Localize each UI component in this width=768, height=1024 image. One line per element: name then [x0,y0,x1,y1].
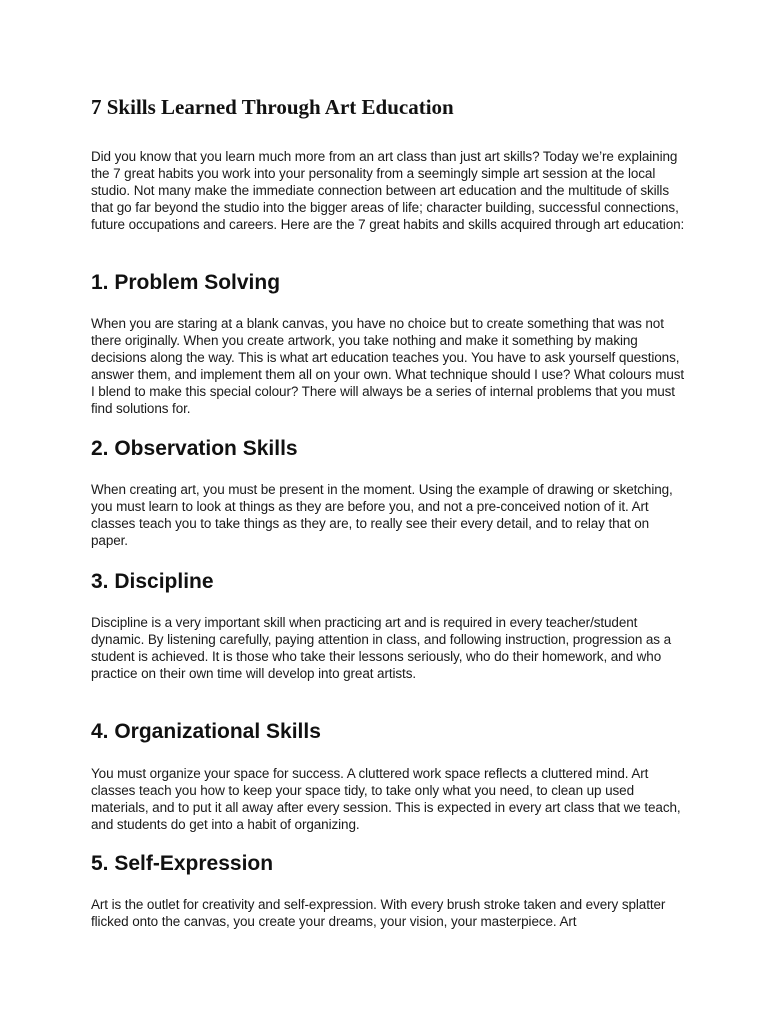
section-body-self-expression: Art is the outlet for creativity and self-expression. With every brush stroke taken and every splatter flicked onto the canvas, you create your dreams, your vision, your masterpiece. Art [91,897,666,929]
section-heading-problem-solving: 1. Problem Solving [91,271,281,294]
section-heading-organizational-skills: 4. Organizational Skills [91,720,321,743]
document-title: 7 Skills Learned Through Art Education [91,95,454,119]
section-heading-discipline: 3. Discipline [91,570,214,593]
intro-paragraph: Did you know that you learn much more from an art class than just art skills? Today we’re explaining the 7 great habits you work into your personality from a seemingly simple art session at the local studio. Not many make the immediate connection between art education and the multitude of skills that go far beyond the studio into the bigger areas of life; character building, successful connections, future occupations and careers. Here are the 7 great habits and skills acquired through art education: [91,149,685,232]
section-heading-self-expression: 5. Self-Expression [91,852,274,875]
section-body-organizational-skills: You must organize your space for success. A cluttered work space reflects a cluttered mind. Art classes teach you how to keep your space tidy, to take only what you need, to clean up used materials, and to put it all away after every session. This is expected in every art class that we teach, and students do get into a habit of organizing. [91,766,681,832]
section-heading-observation-skills: 2. Observation Skills [91,437,298,460]
section-body-observation-skills: When creating art, you must be present in the moment. Using the example of drawing or sketching, you must learn to look at things as they are before you, and not a pre-conceived notion of it. Art classes teach you to take things as they are, to really see their every detail, and to relay that on paper. [91,482,673,548]
section-body-problem-solving: When you are staring at a blank canvas, you have no choice but to create something that was not there originally. When you create artwork, you take nothing and make it something by making decisions along the way. This is what art education teaches you. You have to ask yourself questions, answer them, and implement them all on your own. What technique should I use? What colours must I blend to make this special colour? There will always be a series of internal problems that you must find solutions for. [91,316,685,416]
section-body-discipline: Discipline is a very important skill when practicing art and is required in every teacher/student dynamic. By listening carefully, paying attention in class, and following instruction, progression as a student is achieved. It is those who take their lessons seriously, who do their homework, and who practice on their own time will develop into great artists. [91,615,672,681]
